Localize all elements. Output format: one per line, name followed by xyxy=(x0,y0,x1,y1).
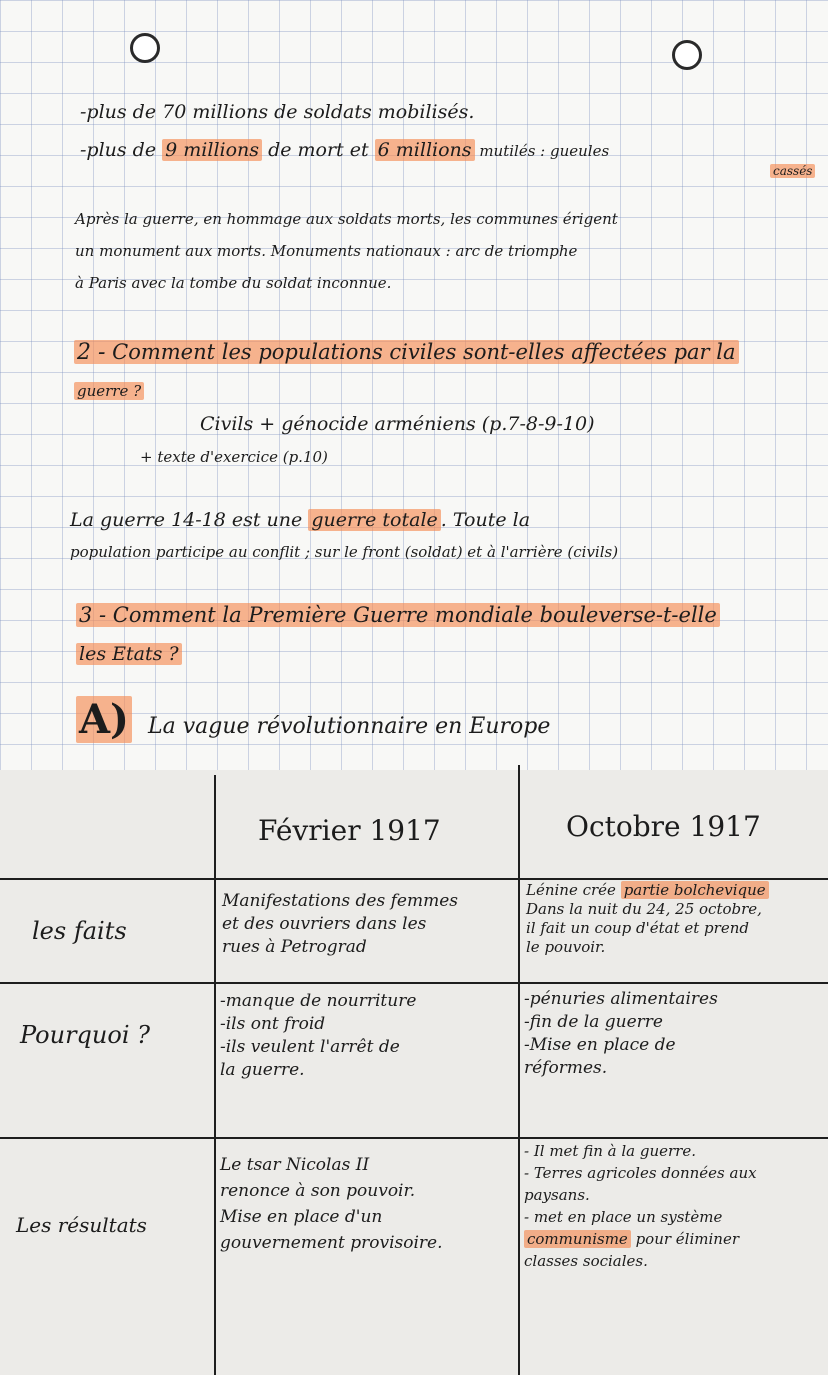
paragraph-monuments-line-2: un monument aux morts. Monuments nationaux : arc de triomphe xyxy=(75,242,578,260)
binder-hole-left-icon xyxy=(130,33,160,63)
paragraph-total-war-line-2: population participe au conflit ; sur le front (soldat) et à l'arrière (civils) xyxy=(70,543,619,561)
column-header-october-1917: Octobre 1917 xyxy=(566,810,761,843)
reference-civils-genocide: Civils + génocide arméniens (p.7-8-9-10) xyxy=(200,413,595,435)
paragraph-total-war-line-1: La guerre 14-18 est une guerre totale . Toute la xyxy=(70,509,531,531)
note-soldiers-mobilized: -plus de 70 millions de soldats mobilisés. xyxy=(80,101,475,123)
binder-hole-right-icon xyxy=(672,40,702,70)
question-3-heading-continuation: les Etats ? xyxy=(76,642,182,666)
section-a-title: La vague révolutionnaire en Europe xyxy=(148,714,551,739)
highlight-dead: 9 millions xyxy=(162,139,262,161)
cell-why-october: -pénuries alimentaires -fin de la guerre -Mise en place de réformes. xyxy=(524,989,718,1078)
column-header-february-1917: Février 1917 xyxy=(258,814,441,847)
table-divider-horizontal-3 xyxy=(0,1137,828,1139)
question-3-heading: 3 - Comment la Première Guerre mondiale bouleverse-t-elle xyxy=(76,603,720,627)
table-divider-horizontal-2 xyxy=(0,982,828,984)
cell-facts-october: Lénine crée partie bolchevique Dans la nuit du 24, 25 octobre, il fait un coup d'état et prend le pouvoir. xyxy=(526,881,769,957)
paragraph-monuments-line-3: à Paris avec la tombe du soldat inconnue. xyxy=(75,274,392,292)
row-label-why: Pourquoi ? xyxy=(20,1021,150,1049)
row-label-results: Les résultats xyxy=(16,1213,147,1237)
row-label-facts: les faits xyxy=(32,917,127,945)
question-2-heading-continuation: guerre ? xyxy=(74,382,144,401)
question-2-number: 2 - Comment les populations civiles sont-elles affectées par la xyxy=(74,340,739,364)
table-divider-vertical-1 xyxy=(214,775,216,1375)
highlight-total-war: guerre totale xyxy=(308,509,440,531)
question-2-heading xyxy=(74,340,739,365)
highlight-communism: communisme xyxy=(524,1230,631,1248)
highlight-bolshevik-party: partie bolchevique xyxy=(621,881,769,899)
paragraph-monuments-line-1: Après la guerre, en hommage aux soldats morts, les communes érigent xyxy=(75,210,618,228)
table-divider-horizontal-1 xyxy=(0,878,828,880)
section-a-letter: A) xyxy=(76,696,132,743)
cell-facts-february: Manifestations des femmes et des ouvriers dans les rues à Petrograd xyxy=(222,891,458,957)
table-divider-vertical-2 xyxy=(518,765,520,1375)
reference-exercise-text: + texte d'exercice (p.10) xyxy=(140,448,328,466)
cell-why-february: -manque de nourriture -ils ont froid -ils veulent l'arrêt de la guerre. xyxy=(220,991,417,1080)
note-casualties-continuation: cassés xyxy=(770,164,815,178)
cell-results-october: - Il met fin à la guerre. - Terres agricoles données aux paysans. - met en place un système communisme pour éliminer classes sociales. xyxy=(524,1142,757,1270)
cell-results-february: Le tsar Nicolas II renonce à son pouvoir. Mise en place d'un gouvernement provisoire. xyxy=(220,1155,443,1253)
note-casualties: -plus de 9 millions de mort et 6 millions mutilés : gueules xyxy=(80,139,610,161)
section-a-heading xyxy=(76,698,550,742)
highlight-mutilated: 6 millions xyxy=(375,139,475,161)
